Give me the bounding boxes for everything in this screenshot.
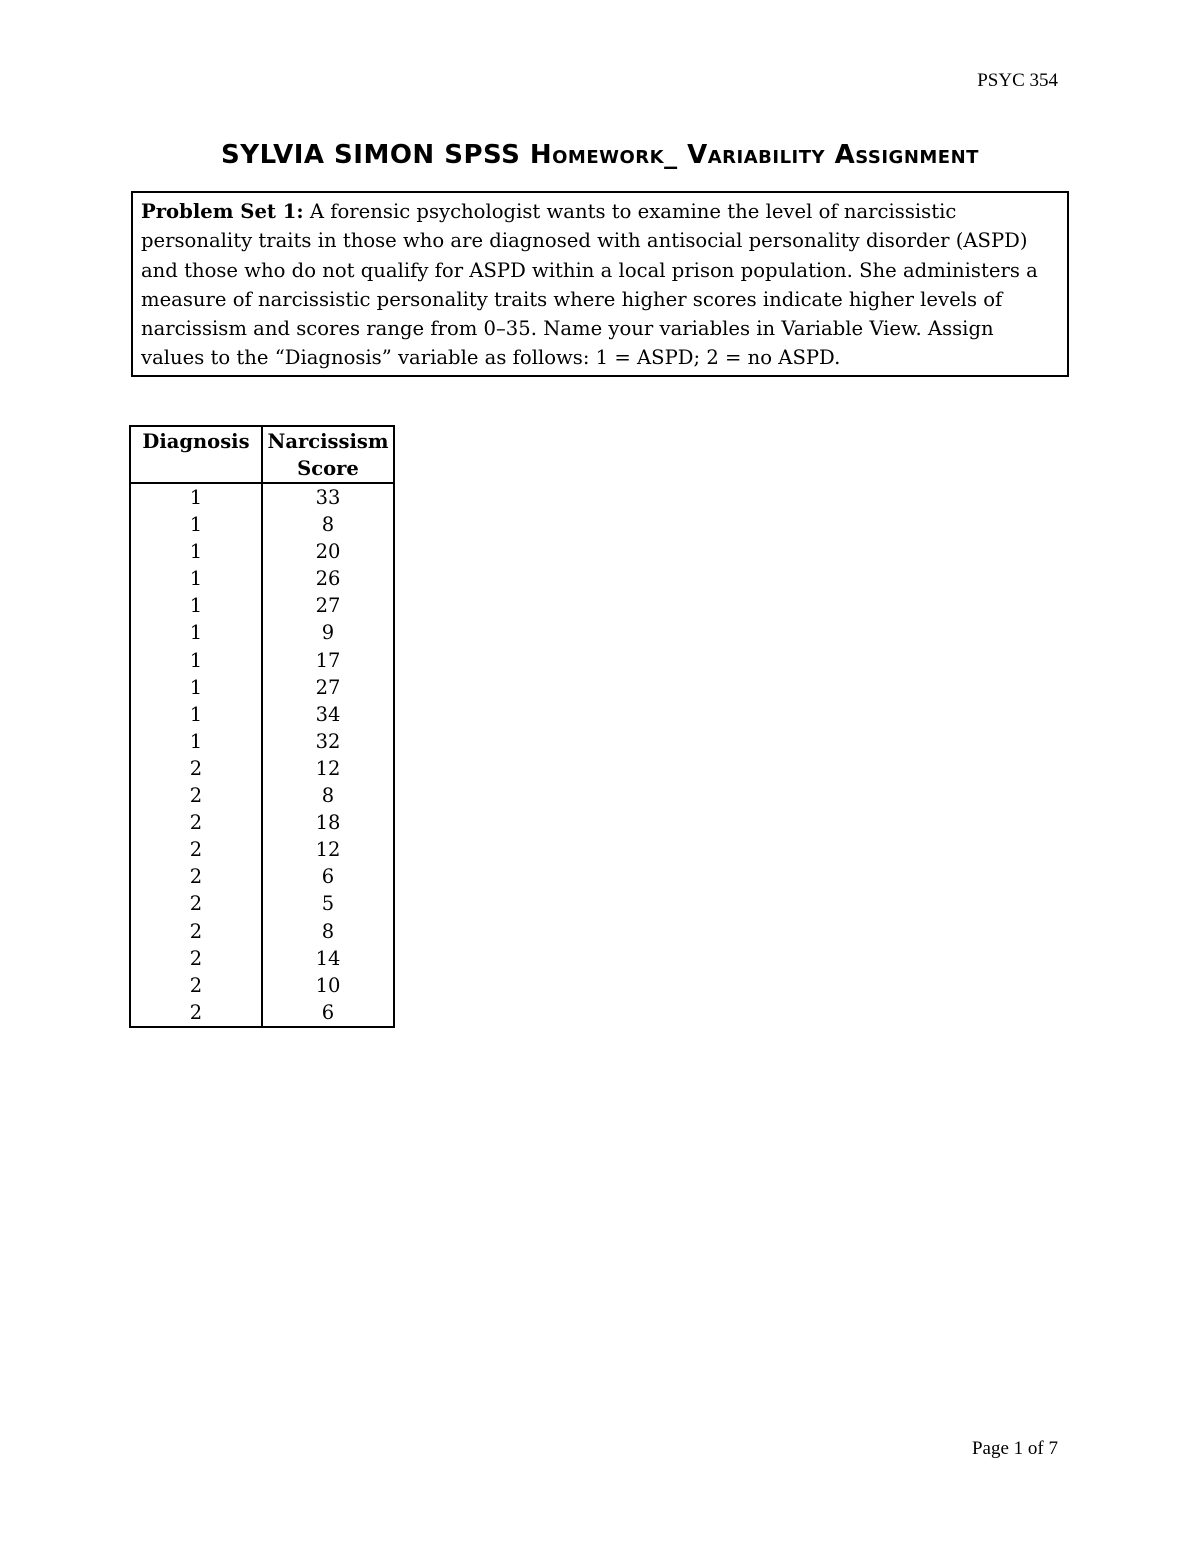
cell-diagnosis: 2 — [130, 836, 262, 863]
cell-narcissism-score: 32 — [262, 728, 394, 755]
table-row — [130, 728, 394, 755]
cell-diagnosis: 1 — [130, 619, 262, 646]
page-number: Page 1 of 7 — [971, 1438, 1058, 1459]
cell-diagnosis: 1 — [130, 565, 262, 592]
cell-diagnosis: 1 — [130, 647, 262, 674]
table-row — [130, 972, 394, 999]
cell-diagnosis: 1 — [130, 701, 262, 728]
cell-narcissism-score: 9 — [262, 619, 394, 646]
cell-diagnosis: 1 — [130, 674, 262, 701]
problem-set-box — [131, 191, 1069, 377]
cell-narcissism-score: 8 — [262, 918, 394, 945]
table-row — [130, 538, 394, 565]
column-header-diagnosis: Diagnosis — [130, 426, 262, 483]
table-row — [130, 945, 394, 972]
cell-diagnosis: 2 — [130, 918, 262, 945]
cell-diagnosis: 1 — [130, 483, 262, 511]
cell-narcissism-score: 6 — [262, 863, 394, 890]
cell-narcissism-score: 10 — [262, 972, 394, 999]
cell-narcissism-score: 6 — [262, 999, 394, 1027]
cell-narcissism-score: 12 — [262, 755, 394, 782]
cell-diagnosis: 2 — [130, 945, 262, 972]
cell-narcissism-score: 33 — [262, 483, 394, 511]
cell-diagnosis: 2 — [130, 755, 262, 782]
cell-narcissism-score: 18 — [262, 809, 394, 836]
cell-narcissism-score: 20 — [262, 538, 394, 565]
cell-narcissism-score: 26 — [262, 565, 394, 592]
cell-diagnosis: 2 — [130, 890, 262, 917]
document-title: SYLVIA SIMON SPSS Homework_ Variability Assignment — [221, 140, 979, 170]
table-row — [130, 701, 394, 728]
table-row — [130, 782, 394, 809]
page-header-course: PSYC 354 — [977, 70, 1058, 91]
cell-diagnosis: 1 — [130, 511, 262, 538]
column-header-narcissism-score: Narcissism Score — [262, 426, 394, 483]
table-row — [130, 674, 394, 701]
table-row — [130, 863, 394, 890]
table-row — [130, 999, 394, 1027]
table-row — [130, 836, 394, 863]
table-row — [130, 918, 394, 945]
cell-diagnosis: 2 — [130, 999, 262, 1027]
cell-narcissism-score: 8 — [262, 511, 394, 538]
table-row — [130, 565, 394, 592]
cell-narcissism-score: 27 — [262, 592, 394, 619]
table-row — [130, 511, 394, 538]
table-row — [130, 619, 394, 646]
table-header-row — [130, 426, 394, 483]
cell-diagnosis: 1 — [130, 592, 262, 619]
data-table — [129, 425, 395, 1028]
cell-narcissism-score: 5 — [262, 890, 394, 917]
cell-narcissism-score: 14 — [262, 945, 394, 972]
cell-narcissism-score: 27 — [262, 674, 394, 701]
table-row — [130, 483, 394, 511]
table-row — [130, 755, 394, 782]
cell-diagnosis: 1 — [130, 728, 262, 755]
table-row — [130, 890, 394, 917]
cell-diagnosis: 2 — [130, 782, 262, 809]
cell-diagnosis: 2 — [130, 972, 262, 999]
cell-diagnosis: 2 — [130, 809, 262, 836]
problem-set-text: A forensic psychologist wants to examine the level of narcissistic personality traits in those who are diagnosed with antisocial personality disorder (ASPD) and those who do not qualify for ASPD within a local prison population. She administers a measure of narcissistic personality traits where higher scores indicate higher levels of narcissism and scores range from 0–35. Name your variables in Variable View. Assign values to the “Diagnosis” variable as follows: 1 = ASPD; 2 = no ASPD. — [141, 200, 1038, 370]
table-row — [130, 809, 394, 836]
problem-set-label: Problem Set 1: — [141, 200, 304, 223]
cell-diagnosis: 1 — [130, 538, 262, 565]
table-row — [130, 647, 394, 674]
table-row — [130, 592, 394, 619]
cell-diagnosis: 2 — [130, 863, 262, 890]
cell-narcissism-score: 17 — [262, 647, 394, 674]
cell-narcissism-score: 34 — [262, 701, 394, 728]
cell-narcissism-score: 8 — [262, 782, 394, 809]
cell-narcissism-score: 12 — [262, 836, 394, 863]
